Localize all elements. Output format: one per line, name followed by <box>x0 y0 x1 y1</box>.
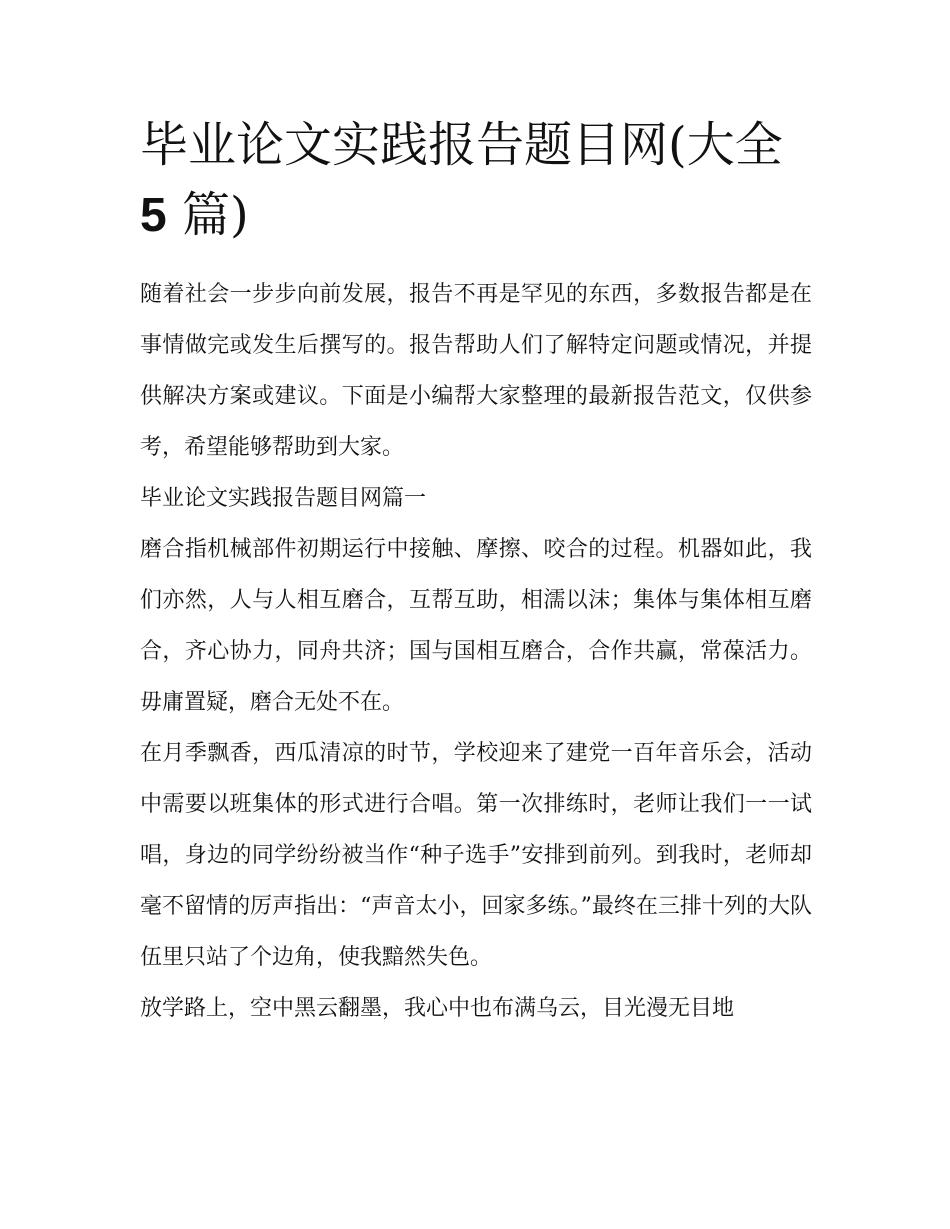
title-line-1: 毕业论文实践报告题目网(大全 <box>140 117 783 173</box>
title-line-2: 篇) <box>166 187 249 243</box>
body-paragraph-3: 放学路上，空中黑云翻墨，我心中也布满乌云，目光漫无目地 <box>140 996 735 1021</box>
body-paragraph-2: 在月季飘香，西瓜清凉的时节，学校迎来了建党一百年音乐会，活动中需要以班集体的形式进行合唱。第一次排练时，老师让我们一一试唱，身边的同学纷纷被当作“种子选手”安排到前列。到我时，老师却毫不留情的厉声指出：“声音太小，回家多练。”最终在三排十列的大队伍里只站了个边角，使我黯然失色。 <box>140 741 812 970</box>
title-number: 5 <box>140 189 167 242</box>
body-paragraph-1: 磨合指机械部件初期运行中接触、摩擦、咬合的过程。机器如此，我们亦然，人与人相互磨合，互帮互助，相濡以沫；集体与集体相互磨合，齐心协力，同舟共济；国与国相互磨合，合作共赢，常葆活力。毋庸置疑，磨合无处不在。 <box>140 537 812 715</box>
document-title <box>140 110 812 251</box>
section-heading: 毕业论文实践报告题目网篇一 <box>140 486 427 511</box>
intro-paragraph: 随着社会一步步向前发展，报告不再是罕见的东西，多数报告都是在事情做完或发生后撰写的。报告帮助人们了解特定问题或情况，并提供解决方案或建议。下面是小编帮大家整理的最新报告范文，仅供参考，希望能够帮助到大家。 <box>140 282 812 460</box>
document-page <box>140 110 812 1034</box>
